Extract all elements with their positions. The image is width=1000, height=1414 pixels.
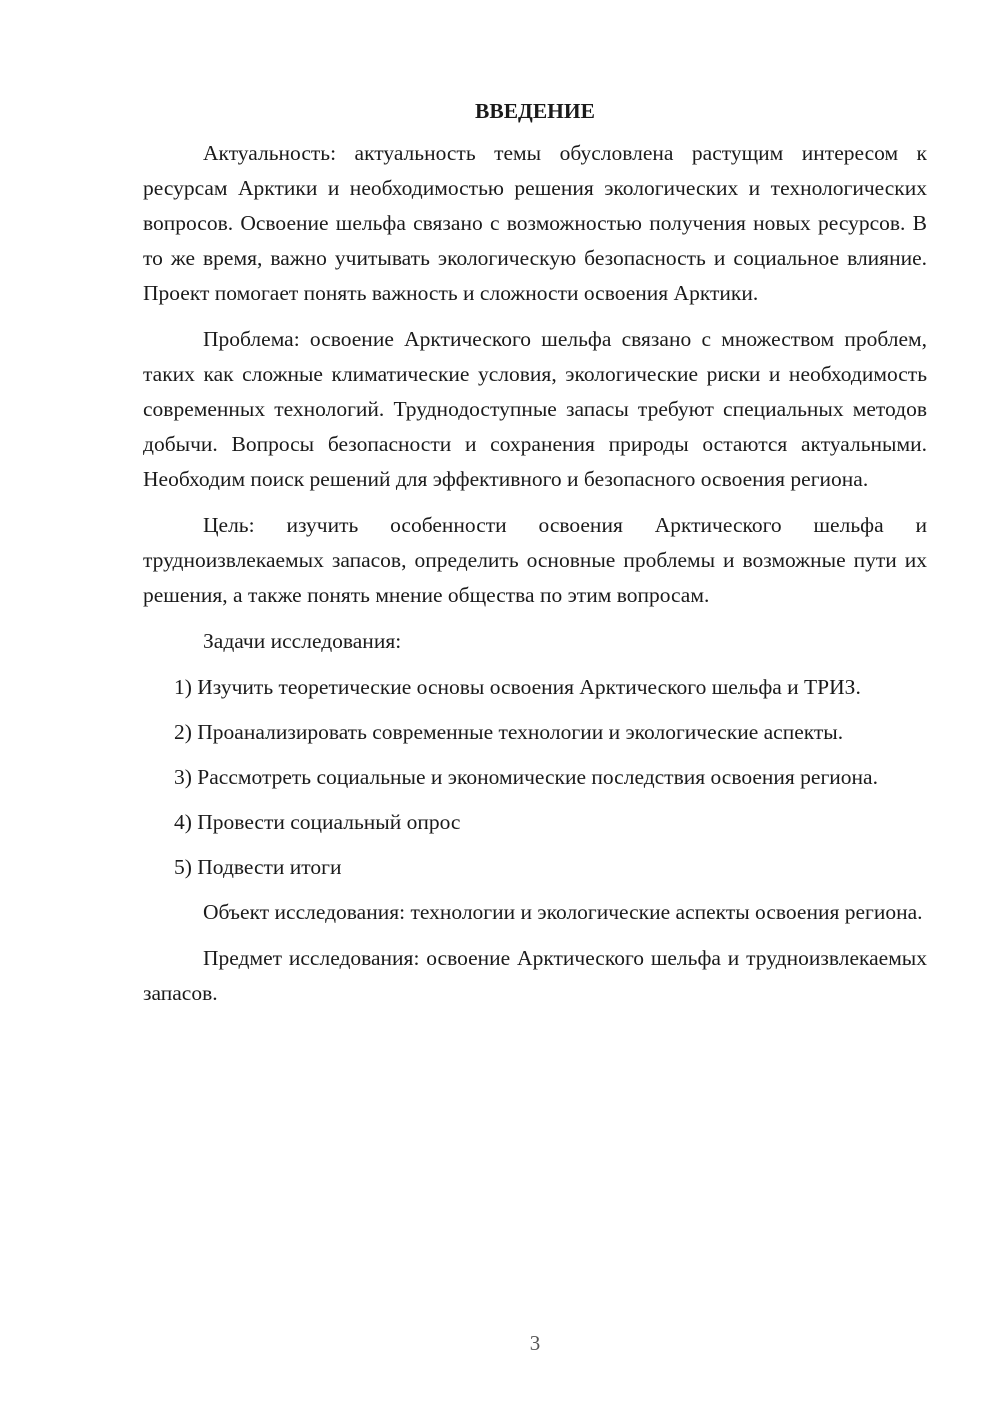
task-item-1: 1) Изучить теоретические основы освоения Арктического шельфа и ТРИЗ. (174, 675, 861, 699)
task-item-3: 3) Рассмотреть социальные и экономические последствия освоения региона. (174, 765, 878, 789)
section-title: ВВЕДЕНИЕ (475, 99, 595, 123)
task-item-4: 4) Провести социальный опрос (174, 810, 461, 834)
task-item-2: 2) Проанализировать современные технологии и экологические аспекты. (174, 720, 844, 744)
relevance-paragraph: Актуальность: актуальность темы обусловлена растущим интересом к ресурсам Арктики и необходимостью решения экологических и технологических вопросов. Освоение шельфа связано с возможностью получения новых ресурсов. В то же время, важно учитывать экологическую безопасность и социальное влияние. Проект помогает понять важность и сложности освоения Арктики. (143, 141, 927, 305)
document-page (143, 94, 927, 1022)
research-object-paragraph: Объект исследования: технологии и экологические аспекты освоения региона. (203, 900, 923, 924)
research-subject-paragraph: Предмет исследования: освоение Арктического шельфа и трудноизвлекаемых запасов. (143, 946, 927, 1005)
task-item-5: 5) Подвести итоги (174, 855, 342, 879)
goal-paragraph: Цель: изучить особенности освоения Арктического шельфа и трудноизвлекаемых запасов, определить основные проблемы и возможные пути их решения, а также понять мнение общества по этим вопросам. (143, 513, 927, 607)
page-number: 3 (529, 1331, 541, 1355)
tasks-heading: Задачи исследования: (203, 629, 402, 653)
problem-paragraph: Проблема: освоение Арктического шельфа связано с множеством проблем, таких как сложные климатические условия, экологические риски и необходимость современных технологий. Труднодоступные запасы требуют специальных методов добычи. Вопросы безопасности и сохранения природы остаются актуальными. Необходим поиск решений для эффективного и безопасного освоения региона. (143, 327, 927, 491)
